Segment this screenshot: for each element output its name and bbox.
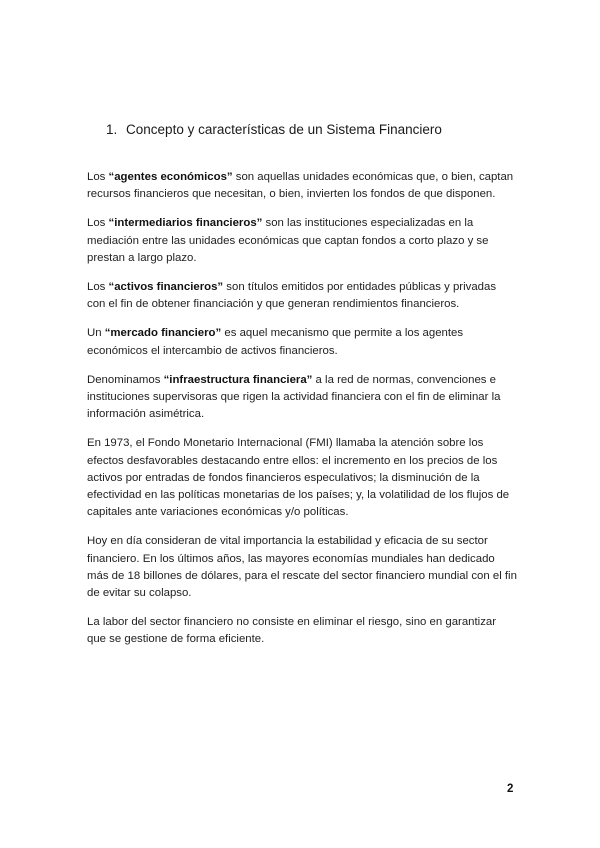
term-intermediarios-financieros: “intermediarios financieros” <box>108 217 263 230</box>
paragraph-text: a la red de normas, convenciones e instituciones supervisoras que rigen la actividad financiera con el fin de eliminar la información asimétrica. <box>87 373 501 421</box>
section-title: Concepto y características de un Sistema Financiero <box>126 122 442 137</box>
section-heading <box>106 122 442 137</box>
term-agentes-economicos: “agentes económicos” <box>108 171 233 183</box>
term-activos-financieros: “activos financieros” <box>108 281 224 294</box>
paragraph-activos <box>87 279 517 313</box>
paragraph-estabilidad: Hoy en día consideran de vital importancia la estabilidad y eficacia de su sector financiero. En los últimos años, las mayores economías mundiales han dedicado más de 18 billones de dólares, para el rescate del sector financiero mundial con el fin de evitar su colapso. <box>87 535 517 600</box>
term-mercado-financiero: “mercado financiero” <box>104 327 222 340</box>
paragraph-fmi: En 1973, el Fondo Monetario Internacional (FMI) llamaba la atención sobre los efectos desfavorables destacando entre ellos: el incremento en los precios de los activos por entradas de fondos financieros especulativos; la disminución de la efectividad en las políticas monetarias de los países; y, la volatilidad de los flujos de capitales ante variaciones económicas y/o políticas. <box>87 437 510 519</box>
paragraph-text: es aquel mecanismo que permite a los agentes económicos el intercambio de activos financieros. <box>87 327 464 357</box>
paragraph-text: son aquellas unidades económicas que, o bien, captan recursos financieros que necesitan, o bien, invierten los fondos de que disponen. <box>87 171 514 201</box>
paragraph-agentes <box>87 169 517 203</box>
paragraph-prefix: Un <box>87 327 105 340</box>
paragraph-prefix: Los <box>87 281 109 294</box>
paragraph-prefix: Los <box>87 171 109 183</box>
paragraph-infraestructura <box>87 372 517 424</box>
term-infraestructura-financiera: “infraestructura financiera” <box>163 373 313 386</box>
paragraph-intermediarios <box>87 215 517 267</box>
section-number: 1. <box>106 122 118 137</box>
paragraph-mercado <box>87 325 517 359</box>
paragraph-prefix: Denominamos <box>87 373 164 386</box>
paragraph-text: son las instituciones especializadas en la mediación entre las unidades económicas que captan fondos a corto plazo y se prestan a largo plazo. <box>87 217 489 264</box>
paragraph-labor: La labor del sector financiero no consiste en eliminar el riesgo, sino en garantizar que se gestione de forma eficiente. <box>87 616 497 646</box>
body-text <box>87 169 517 661</box>
paragraph-prefix: Los <box>87 217 109 230</box>
page-number: 2 <box>507 783 514 795</box>
paragraph-text: son títulos emitidos por entidades públicas y privadas con el fin de obtener financiación y que generan rendimientos financieros. <box>87 281 497 311</box>
